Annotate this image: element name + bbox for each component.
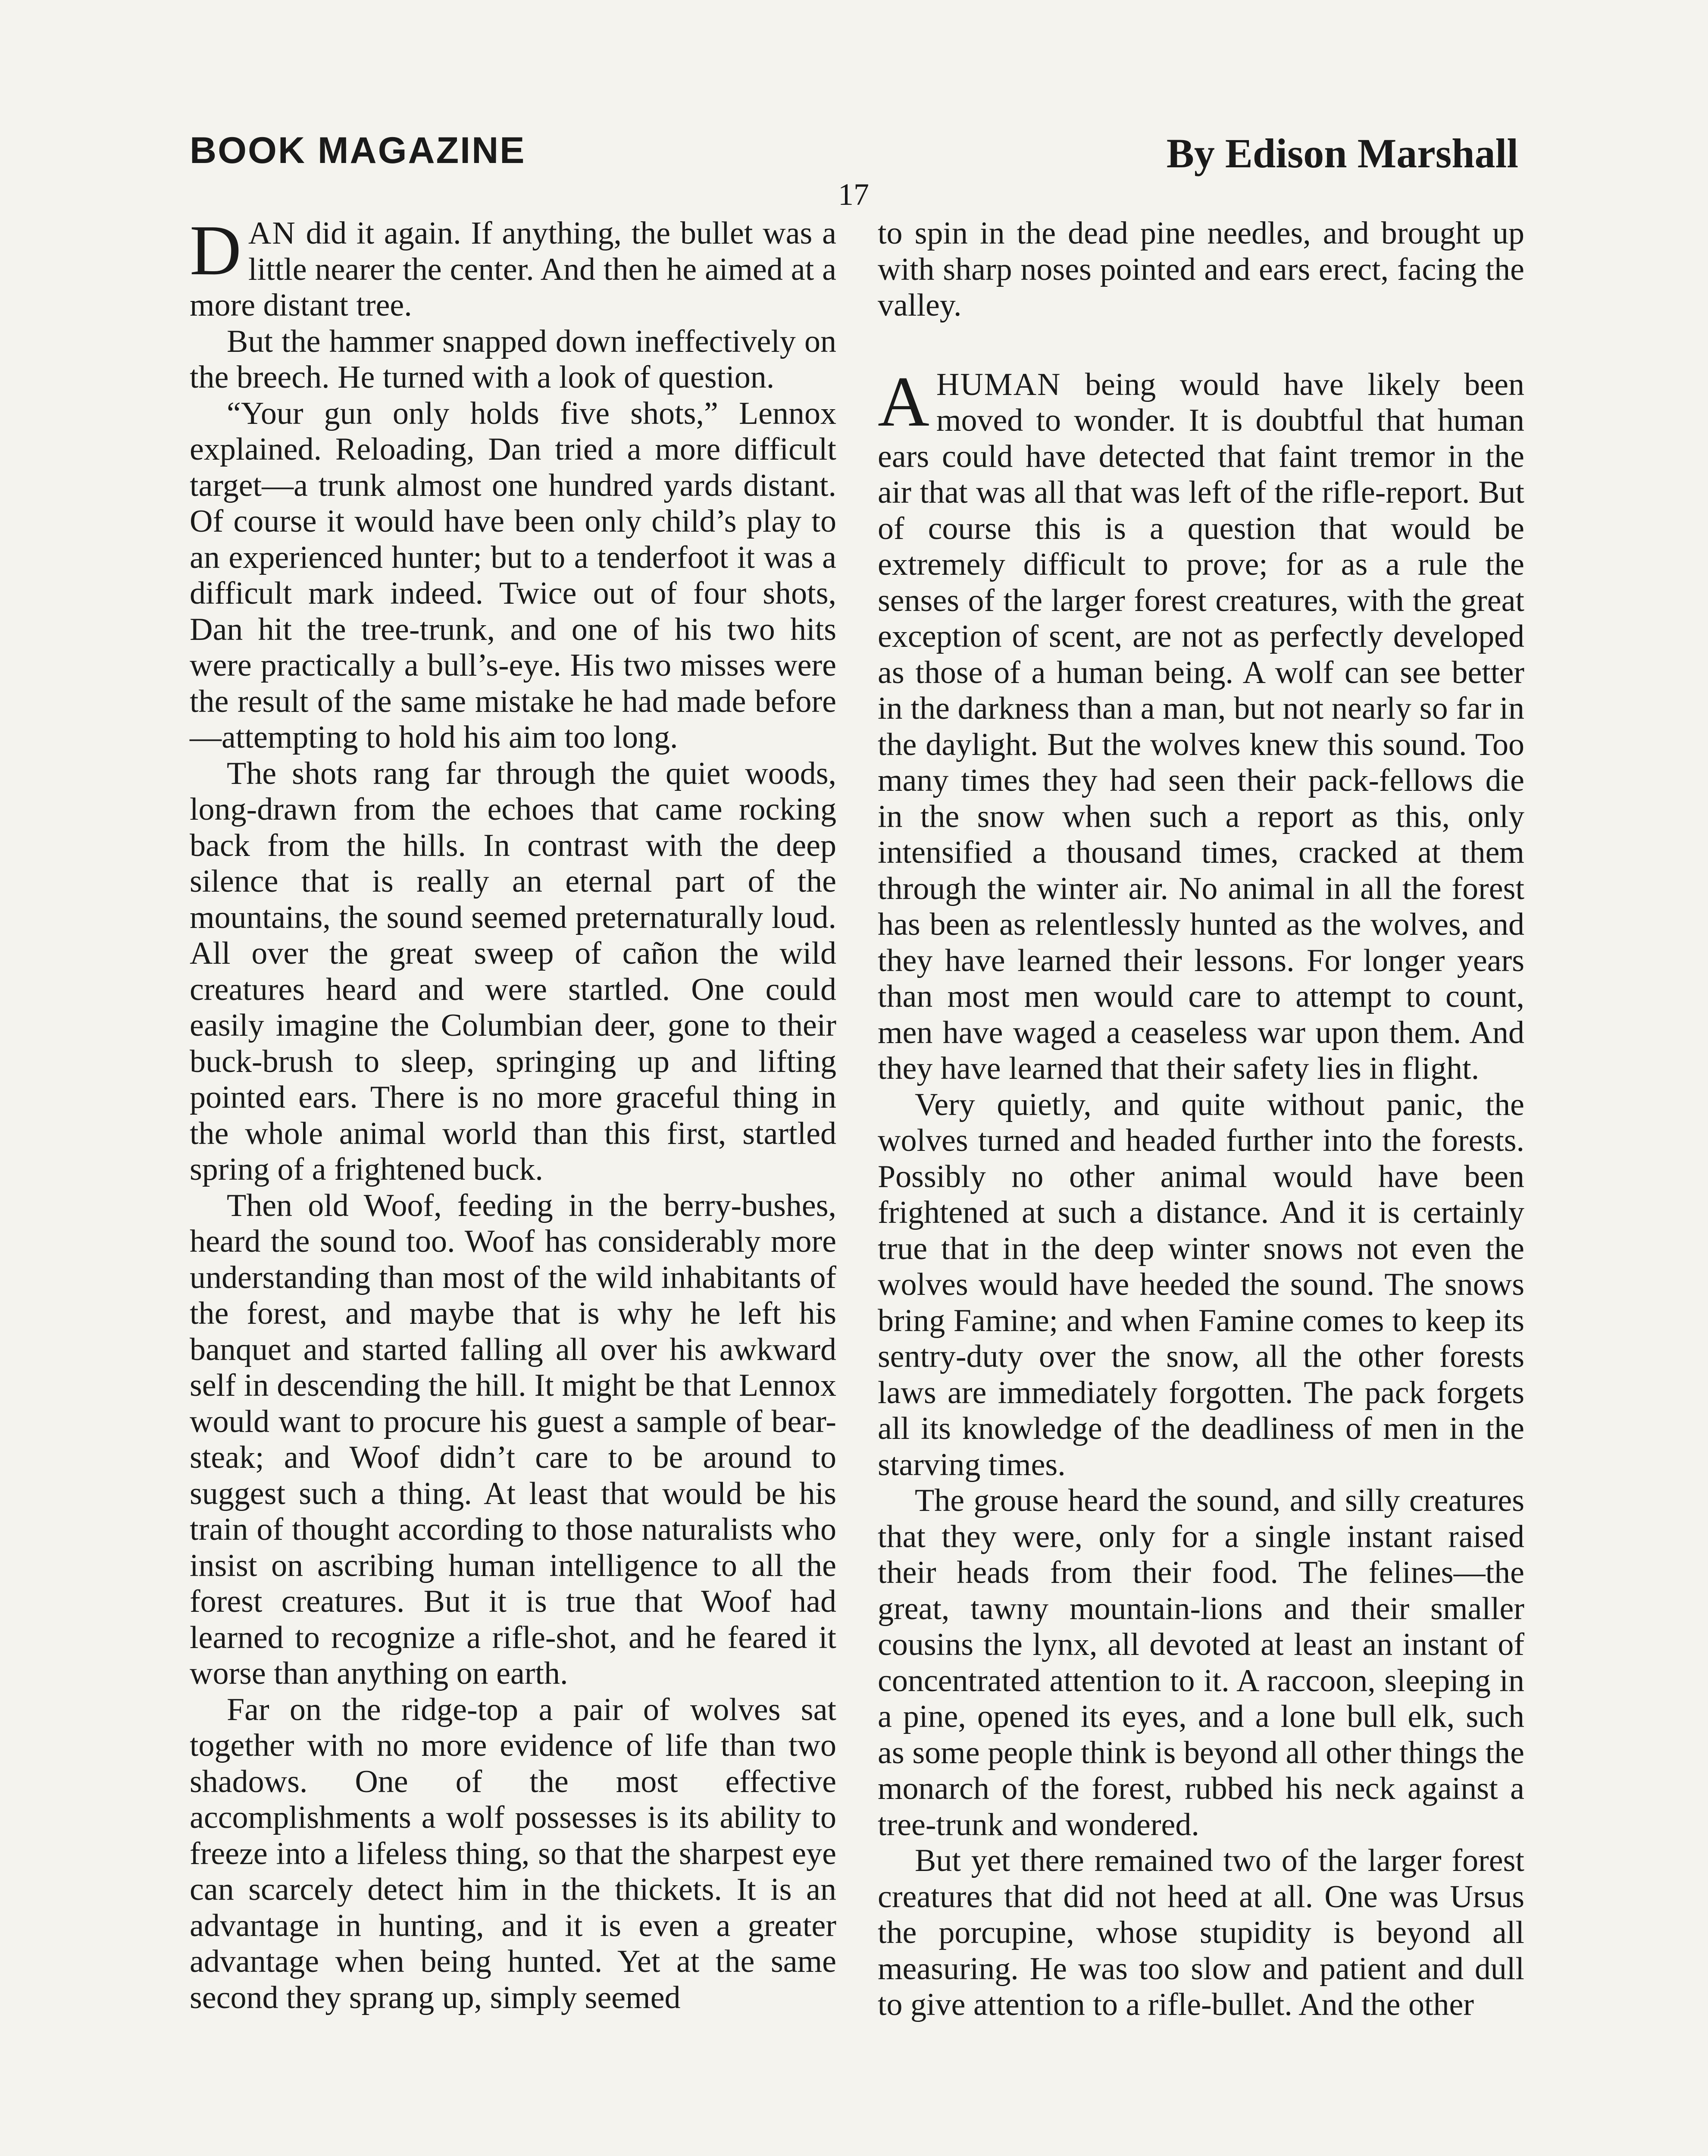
section-break (878, 324, 1524, 367)
paragraph: Very quietly, and quite without panic, the wolves turned and headed further into the forests. Possibly no other animal would have been frightened at such a distance. And it is certainly true that in the deep winter snows not even the wolves would have heeded the sound. The snows bring Famine; and when Famine comes to keep its sentry-duty over the snow, all the other forests laws are immediately forgotten. The pack forgets all its knowledge of the deadliness of men in the starving times. (878, 1087, 1524, 1482)
paragraph-text: being would have likely been moved to wonder. It is doubtful that human ears could have detected that faint tremor in the air that was all that was left of the rifle-report. But of course this is a question that would be extremely difficult to prove; for as a rule the senses of the larger forest creatures, with the great exception of scent, are not as perfectly developed as those of a human being. A wolf can see better in the darkness than a man, but not nearly so far in the daylight. But the wolves knew this sound. Too many times they had seen their pack-fellows die in the snow when such a report as this, only intensified a thousand times, cracked at them through the winter air. No animal in all the forest has been as relentlessly hunted as the wolves, and they have learned their lessons. For longer years than most men would care to attempt to count, men have waged a ceaseless war upon them. And they have learned that their safety lies in flight. (878, 367, 1524, 1086)
paragraph-text: did it again. If anything, the bullet was a little nearer the center. And then he aimed at a more distant tree. (190, 216, 836, 323)
paragraph: The shots rang far through the quiet woods, long-drawn from the echoes that came rocking back from the hills. In contrast with the deep silence that is really an eternal part of the mountains, the sound seemed preternaturally loud. All over the great sweep of cañon the wild creatures heard and were startled. One could easily imagine the Columbian deer, gone to their buck-brush to sleep, springing up and lifting pointed ears. There is no more graceful thing in the whole animal world than this first, startled spring of a frightened buck. (190, 755, 836, 1187)
paragraph: Then old Woof, feeding in the berry-bushes, heard the sound too. Woof has considerably more understanding than most of the wild inhabitants of the forest, and maybe that is why he left his banquet and started falling all over his awkward self in descending the hill. It might be that Lennox would want to procure his guest a sample of bear-steak; and Woof didn’t care to be around to suggest such a thing. At least that would be his train of thought according to those naturalists who insist on ascribing human intelligence to all the forest creatures. But it is true that Woof had learned to recognize a rifle-shot, and he feared it worse than anything on earth. (190, 1188, 836, 1691)
paragraph: The grouse heard the sound, and silly creatures that they were, only for a single instant raised their heads from their food. The felines—the great, tawny mountain-lions and their smaller cousins the lynx, all devoted at least an instant of concentrated attention to it. A raccoon, sleeping in a pine, opened its eyes, and a lone bull elk, such as some people think is beyond all other things the monarch of the forest, rubbed his neck against a tree-trunk and wondered. (878, 1483, 1524, 1843)
right-column (878, 216, 1524, 2023)
paragraph: But yet there remained two of the larger forest creatures that did not heed at all. One was Ursus the porcupine, whose stupidity is beyond all measuring. He was too slow and patient and dull to give attention to a rifle-bullet. And the other (878, 1843, 1524, 2022)
small-caps-lead: AN (248, 216, 296, 251)
left-column (190, 210, 836, 2016)
small-caps-lead: HUMAN (936, 367, 1061, 402)
drop-cap: D (190, 210, 241, 290)
paragraph (190, 210, 836, 324)
paragraph: Far on the ridge-top a pair of wolves sat together with no more evidence of life than two shadows. One of the most effective accomplishments a wolf possesses is its ability to freeze into a lifeless thing, so that the sharpest eye can scarcely detect him in the thickets. It is an advantage in hunting, and it is even a greater advantage when being hunted. Yet at the same second they sprang up, simply seemed (190, 1692, 836, 2015)
paragraph: to spin in the dead pine needles, and brought up with sharp noses pointed and ears erect, facing the valley. (878, 216, 1524, 323)
paragraph: “Your gun only holds five shots,” Lennox explained. Reloading, Dan tried a more difficult target—a trunk almost one hundred yards distant. Of course it would have been only child’s play to an experienced hunter; but to a tenderfoot it was a difficult mark indeed. Twice out of four shots, Dan hit the tree-trunk, and one of his two hits were practically a bull’s-eye. His two misses were the result of the same mistake he had made before—attempting to hold his aim too long. (190, 395, 836, 755)
magazine-title: BOOK MAGAZINE (190, 130, 526, 171)
author-byline: By Edison Marshall (1166, 130, 1518, 176)
paragraph (878, 361, 1524, 1087)
drop-cap: A (878, 361, 929, 441)
paragraph: But the hammer snapped down ineffectively on the breech. He turned with a look of question. (190, 323, 836, 395)
page-number: 17 (838, 177, 869, 212)
